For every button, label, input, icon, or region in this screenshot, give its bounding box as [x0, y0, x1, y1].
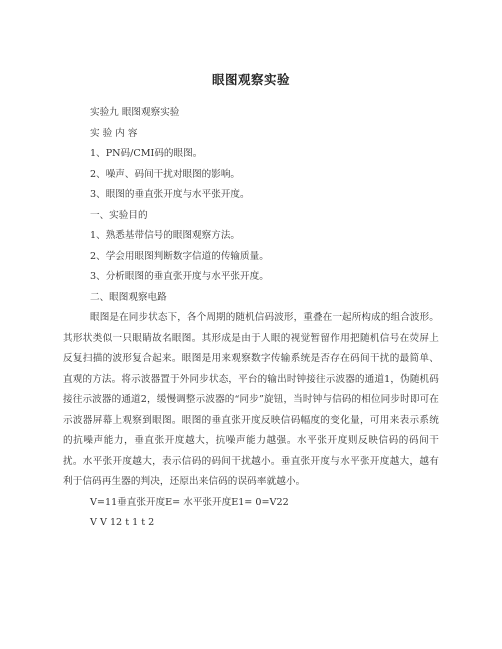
body-paragraph: 眼图是在同步状态下，各个周期的随机信码波形，重叠在一起所构成的组合波形。其形状类似一只眼睛故名眼图。其形成是由于人眼的视觉暂留作用把随机信号在荧屏上反复扫描的波形复合起来。眼图是用来观察数字传输系统是否存在码间干扰的最简单、直观的方法。将示波器置于外同步状态，平台的输出时钟接往示波器的通道1，伪随机码接往示波器的通道2，缓慢调整示波器的“同步”旋钮，当时钟与信码的相位同步时即可在示波器屏幕上观察到眼图。眼图的垂直张开度反映信码幅度的变化量，可用来表示系统的抗噪声能力，垂直张开度越大，抗噪声能力越强。水平张开度则反映信码的码间干扰。水平张开度越大，表示信码的码间干扰越小。垂直张开度与水平张开度越大，越有利于信码再生器的判决，还原出来信码的误码率就越小。	[63, 312, 439, 487]
document-title: 眼图观察实验	[211, 72, 290, 87]
section-heading-circuit: 二、眼图观察电路	[90, 291, 167, 303]
content-item-1: 1、PN码/CMI码的眼图。	[90, 148, 203, 159]
experiment-heading: 实验九 眼图观察实验	[90, 107, 180, 118]
formula-line-1: V=11垂直张开度E= 水平张开度E1= 0=V22	[90, 496, 289, 508]
content-item-2: 2、噪声、码间干扰对眼图的影响。	[90, 168, 241, 180]
formula-line-2: V V 12 t 1 t 2	[90, 517, 155, 528]
section-heading-purpose: 一、实验目的	[90, 209, 148, 221]
document-body	[63, 103, 439, 534]
purpose-item-1: 1、熟悉基带信号的眼图观察方法。	[90, 230, 241, 241]
section-label-content: 实 验 内 容	[90, 127, 138, 139]
content-item-3: 3、眼图的垂直张开度与水平张开度。	[90, 189, 250, 200]
purpose-item-2: 2、学会用眼图判断数字信道的传输质量。	[90, 250, 269, 262]
purpose-item-3: 3、分析眼图的垂直张开度与水平张开度。	[90, 271, 269, 282]
